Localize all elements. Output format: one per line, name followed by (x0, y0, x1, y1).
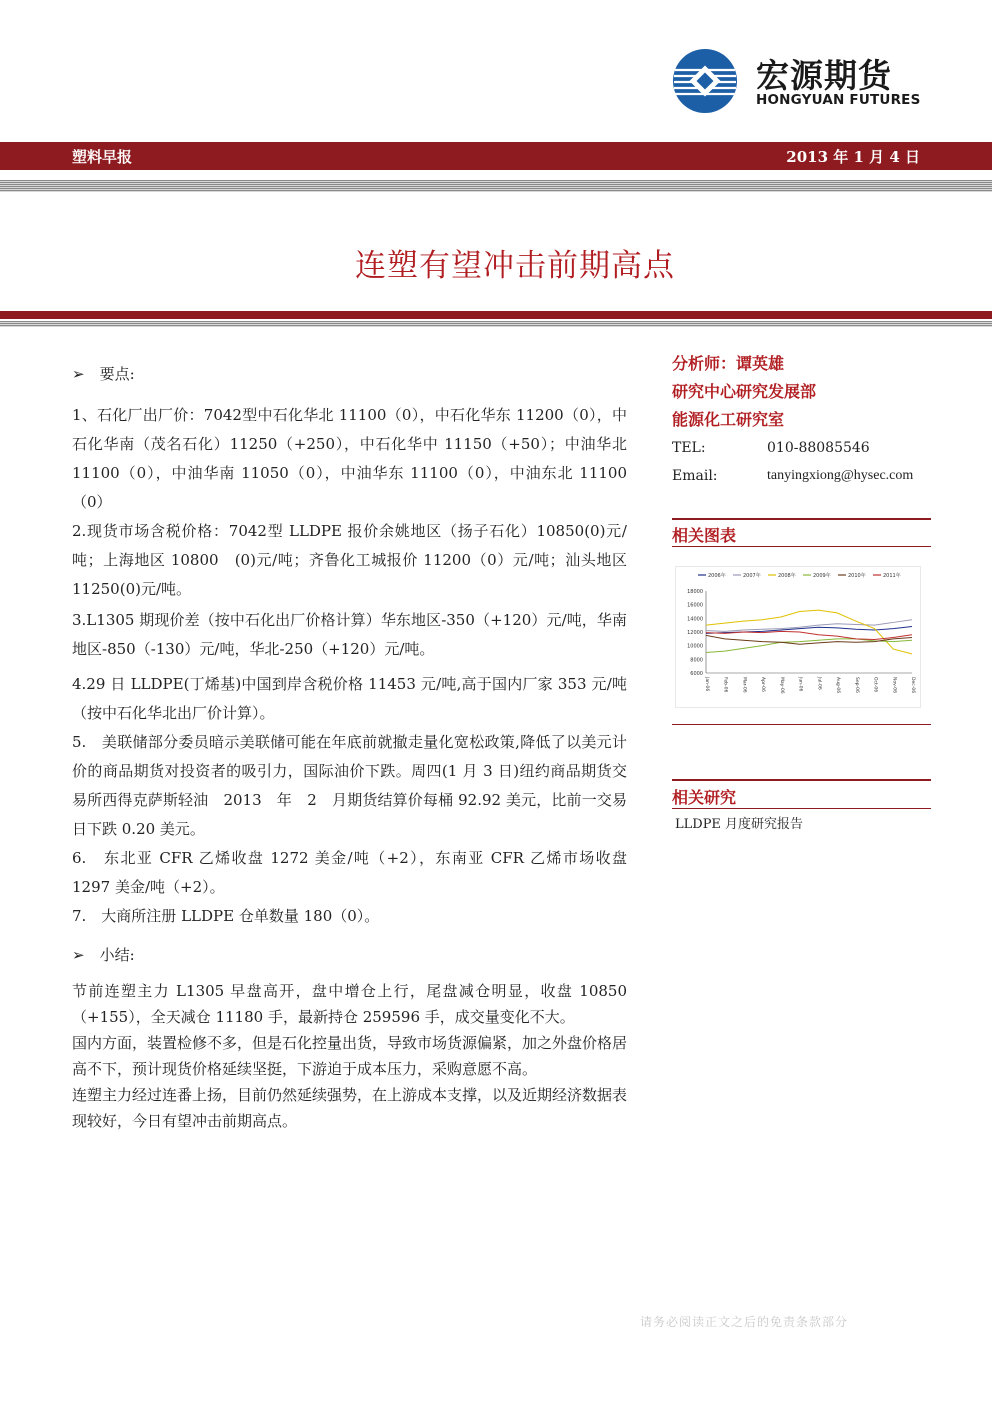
sidebar (672, 350, 932, 490)
legend-label: 2009年 (813, 573, 831, 579)
y-tick-label: 8000 (690, 657, 703, 664)
x-tick-label: Jul-06 (816, 677, 822, 690)
point-2: 2.现货市场含税价格：7042型 LLDPE 报价余姚地区（扬子石化）10850(0)元/吨；上海地区 10800 (0)元/吨；齐鲁化工城报价 11200（0）元/吨；汕头地区 11250(0)元/吨。 (72, 522, 627, 598)
related-research-item[interactable]: LLDPE 月度研究报告 (675, 817, 804, 832)
point-1: 1、石化厂出厂价：7042型中石化华北 11100（0），中石化华东 11200（0），中石化华南（茂名石化）11250（+250），中石化华中 11150（+50）；中油华北 11100（0），中油华南 11050（0），中油华东 11100（0），中油东北 11100（0） (72, 406, 627, 511)
point-6: 6. 东北亚 CFR 乙烯收盘 1272 美金/吨（+2），东南亚 CFR 乙烯市场收盘 1297 美金/吨（+2）。 (72, 849, 627, 896)
tel-row (672, 434, 932, 462)
y-tick-label: 12000 (687, 630, 703, 636)
x-tick-label: Apr-06 (760, 677, 766, 692)
tel-value: 010-88085546 (767, 440, 870, 456)
x-tick-label: Aug-06 (835, 677, 841, 694)
analyst-name: 分析师：谭英雄 (672, 354, 785, 373)
point-5: 5. 美联储部分委员暗示美联储可能在年底前就撤走量化宽松政策,降低了以美元计价的商品期货对投资者的吸引力，国际油价下跌。周四(1 月 3 日)纽约商品期货交易所西得克萨斯轻油 2013 年 2 月期货结算价每桶 92.92 美元，比前一交易日下跌 0.20 美元。 (72, 733, 627, 838)
report-date: 2013 年 1 月 4 日 (786, 148, 920, 166)
legend-label: 2010年 (848, 573, 866, 579)
y-tick-label: 14000 (687, 616, 703, 623)
x-tick-label: Nov-06 (891, 677, 897, 694)
research-heading-rule (672, 779, 931, 781)
summary-2: 国内方面，装置检修不多，但是石化控量出货，导致市场货源偏紧，加之外盘价格居高不下，预计现货价格延续坚挺，下游迫于成本压力，采购意愿不高。 (72, 1034, 628, 1078)
report-type: 塑料早报 (72, 148, 133, 166)
legend-label: 2011年 (883, 573, 901, 579)
point-7: 7. 大商所注册 LLDPE 仓单数量 180（0）。 (72, 907, 380, 925)
related-charts-heading: 相关图表 (672, 526, 737, 545)
main-content (72, 360, 627, 1134)
y-tick-label: 10000 (687, 643, 703, 650)
x-tick-label: Jan-06 (704, 677, 709, 692)
y-tick-label: 6000 (690, 671, 703, 677)
x-tick-label: Sep-06 (853, 677, 859, 693)
point-3: 3.L1305 期现价差（按中石化出厂价格计算）华东地区-350（+120）元/吨，华南地区-850（-130）元/吨，华北-250（+120）元/吨。 (72, 611, 627, 658)
logo-chinese-name: 宏源期货 (756, 56, 892, 95)
x-tick-label: Dec-06 (910, 677, 915, 694)
analyst-office: 能源化工研究室 (672, 410, 785, 429)
summary-heading: ➢ 小结: (72, 946, 135, 964)
company-logo (672, 48, 922, 114)
title-divider-band (0, 311, 992, 319)
legend-label: 2008年 (778, 573, 796, 579)
x-tick-label: Jun-06 (797, 677, 803, 692)
chart-bottom-rule (672, 724, 931, 725)
email-label: Email: (672, 468, 718, 484)
research-heading-underline (672, 808, 931, 809)
analyst-dept: 研究中心研究发展部 (672, 382, 817, 401)
title-divider-stripe (0, 321, 992, 327)
chart-heading-rule (672, 518, 931, 520)
x-tick-label: May-06 (778, 677, 784, 694)
price-chart (675, 566, 921, 708)
x-tick-label: Mar-06 (741, 677, 747, 693)
disclaimer-footer: 请务必阅读正文之后的免责条款部分 (640, 1315, 849, 1329)
y-tick-label: 18000 (687, 589, 703, 595)
email-value[interactable]: tanyingxiong@hysec.com (767, 468, 914, 483)
x-tick-label: Oct-06 (872, 677, 878, 693)
summary-1: 节前连塑主力 L1305 早盘高开，盘中增仓上行，尾盘减仓明显，收盘 10850（+155），全天减仓 11180 手，最新持仓 259596 手，成交量变化不大。 (72, 982, 627, 1026)
header-stripe (0, 180, 992, 192)
email-row (672, 462, 932, 490)
x-tick-label: Feb-06 (722, 677, 728, 693)
series-line (706, 635, 912, 644)
y-tick-label: 16000 (687, 602, 703, 609)
related-research-heading: 相关研究 (672, 788, 737, 807)
point-4: 4.29 日 LLDPE(丁烯基)中国到岸含税价格 11453 元/吨,高于国内厂家 353 元/吨（按中石化华北出厂价计算）。 (72, 675, 627, 722)
chart-heading-underline (672, 546, 931, 547)
legend-label: 2007年 (743, 573, 761, 579)
hongyuan-logo-icon (672, 48, 738, 114)
legend-label: 2006年 (708, 573, 726, 579)
tel-label: TEL: (672, 440, 706, 456)
report-title: 连塑有望冲击前期高点 (355, 248, 675, 284)
summary-3: 连塑主力经过连番上扬，目前仍然延续强势，在上游成本支撑，以及近期经济数据表现较好，今日有望冲击前期高点。 (72, 1086, 628, 1130)
logo-english-name: HONGYUAN FUTURES (756, 92, 921, 108)
key-points-heading: ➢ 要点: (72, 365, 135, 383)
